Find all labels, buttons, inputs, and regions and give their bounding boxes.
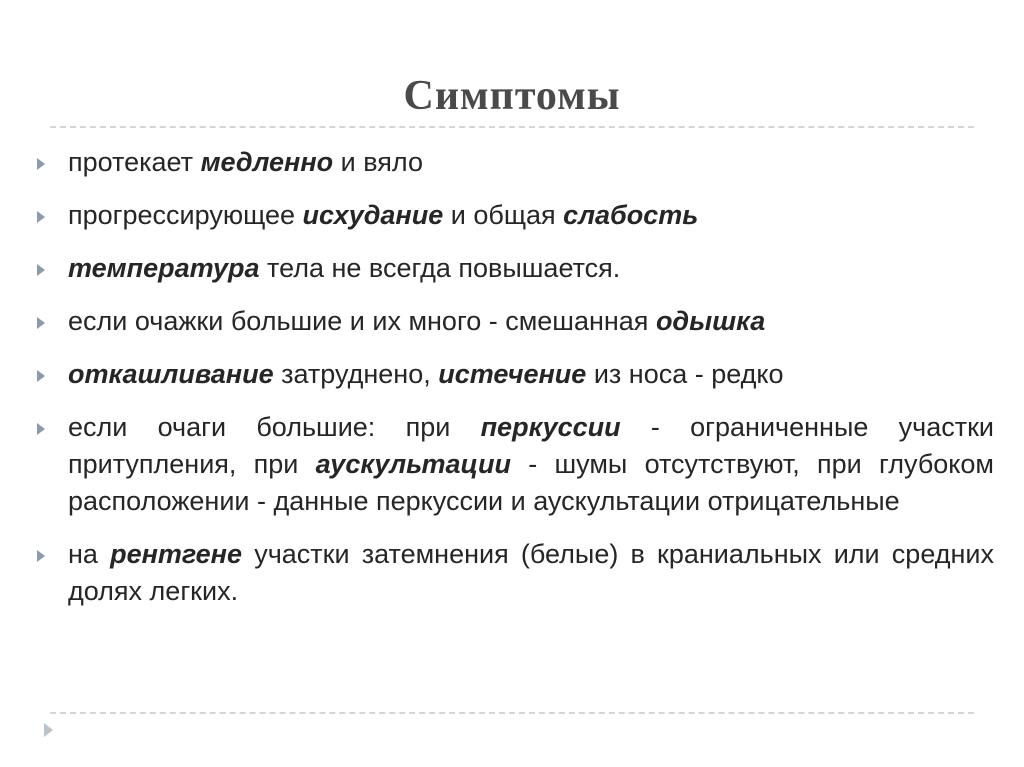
slide-title: Симптомы xyxy=(403,73,621,119)
bullet-text: если очаги большие: при xyxy=(68,412,481,442)
bullet-emphasis: слабость xyxy=(563,200,699,230)
bullet-arrow-icon xyxy=(37,550,45,562)
bullet-text: затруднено, xyxy=(273,359,439,389)
bullet-emphasis: исхудание xyxy=(302,200,444,230)
bullet-item xyxy=(68,409,994,520)
bullet-item xyxy=(68,250,994,287)
footer-arrow-icon xyxy=(44,723,53,737)
bullet-item xyxy=(68,144,994,181)
bullet-text: протекает xyxy=(68,147,201,177)
bullet-text: прогрессирующее xyxy=(68,200,303,230)
bullet-item xyxy=(68,356,994,393)
bullet-arrow-icon xyxy=(37,370,45,382)
bullet-text: - шумы отсутствуют, при глубоком расположении - данные перкуссии и аускультации отрицательные xyxy=(68,449,994,516)
bullet-emphasis: одышка xyxy=(655,306,766,336)
bullet-emphasis: откашливание xyxy=(68,359,274,389)
bullet-emphasis: температура xyxy=(68,253,260,283)
bullet-text: и общая xyxy=(443,200,564,230)
bullet-emphasis: перкуссии xyxy=(480,412,621,442)
bullet-item xyxy=(68,303,994,340)
footer-divider xyxy=(50,712,974,714)
bullet-emphasis: медленно xyxy=(200,147,334,177)
bullet-text: - ограниченные участки притупления, при xyxy=(68,412,994,479)
bullet-emphasis: аускультации xyxy=(315,449,511,479)
bullet-text: на xyxy=(68,539,111,569)
bullet-text: и вяло xyxy=(333,147,423,177)
bullet-item xyxy=(68,197,994,234)
bullet-text: если очажки большие и их много - смешанная xyxy=(68,306,656,336)
bullet-arrow-icon xyxy=(37,317,45,329)
bullet-arrow-icon xyxy=(37,158,45,170)
bullet-text: из носа - редко xyxy=(586,359,784,389)
bullet-emphasis: истечение xyxy=(438,359,587,389)
bullet-arrow-icon xyxy=(37,264,45,276)
bullet-arrow-icon xyxy=(37,211,45,223)
bullet-text: тела не всегда повышается. xyxy=(259,253,621,283)
bullet-list xyxy=(68,144,994,626)
bullet-emphasis: рентгене xyxy=(110,539,243,569)
bullet-arrow-icon xyxy=(37,423,45,435)
bullet-item xyxy=(68,536,994,610)
title-divider xyxy=(50,126,974,128)
bullet-text: участки затемнения (белые) в краниальных или средних долях легких. xyxy=(68,539,994,606)
